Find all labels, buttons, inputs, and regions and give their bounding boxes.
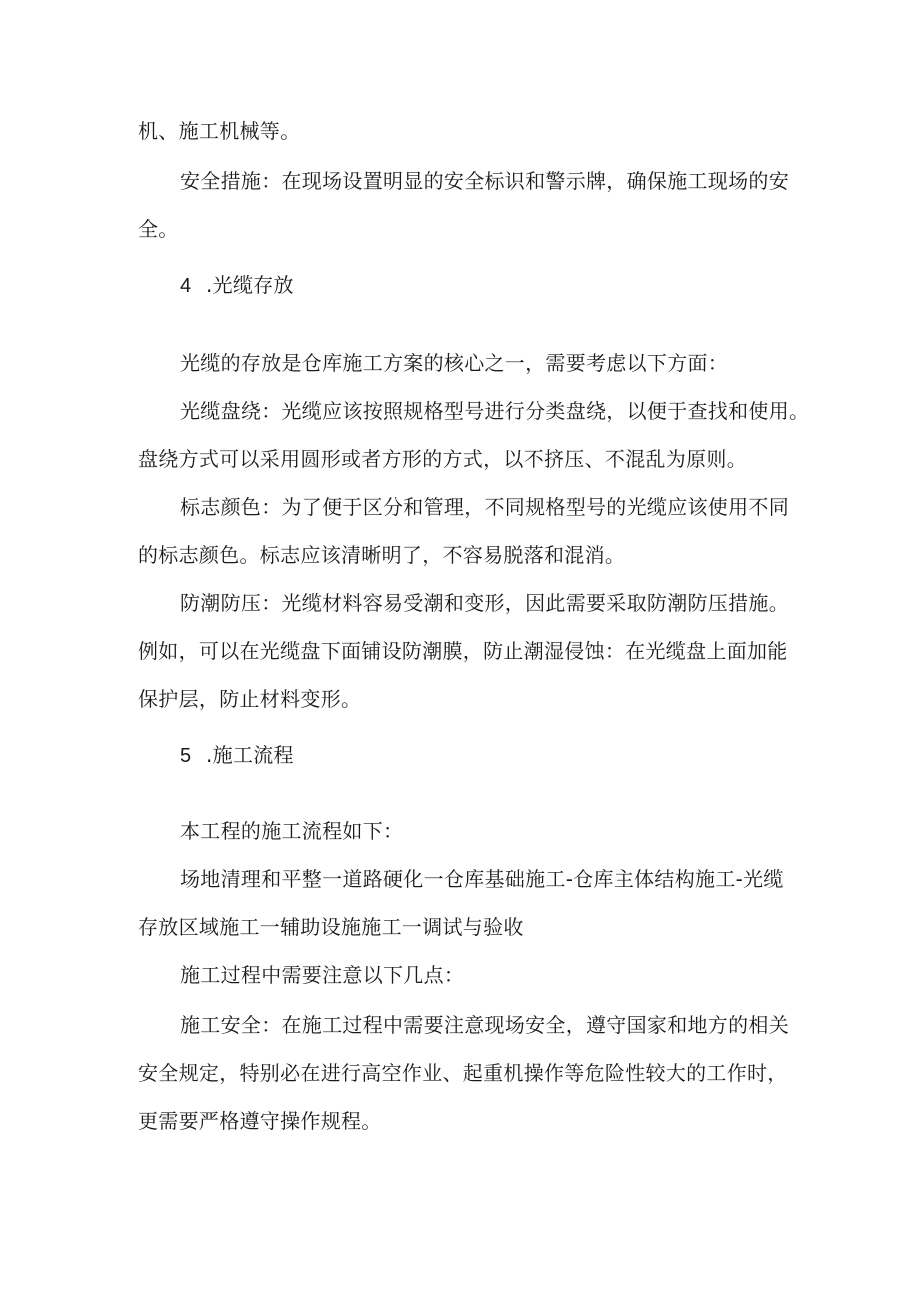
paragraph-line: 盘绕方式可以采用圆形或者方形的方式，以不挤压、不混乱为原则。	[138, 447, 747, 471]
paragraph-line: 施工过程中需要注意以下几点：	[180, 963, 465, 987]
paragraph-line: 防潮防压：光缆材料容易受潮和变形，因此需要采取防潮防压措施。	[180, 591, 789, 615]
paragraph-line: 更需要严格遵守操作规程。	[138, 1109, 382, 1133]
paragraph-line: 的标志颜色。标志应该清晰明了，不容易脱落和混消。	[138, 543, 626, 567]
paragraph-line: 例如，可以在光缆盘下面铺设防潮膜，防止潮湿侵蚀：在光缆盘上面加能	[138, 639, 788, 663]
paragraph-line: 存放区域施工一辅助设施施工一调试与验收	[138, 915, 524, 939]
section-heading-4	[180, 272, 840, 299]
section-number: 5	[180, 745, 192, 767]
section-title: .施工流程	[206, 743, 294, 767]
section-heading-5	[180, 742, 840, 769]
paragraph-line: 施工安全：在施工过程中需要注意现场安全，遵守国家和地方的相关	[180, 1013, 789, 1037]
paragraph-line: 场地清理和平整一道路硬化一仓库基础施工-仓库主体结构施工-光缆	[180, 867, 784, 891]
paragraph-line: 光缆盘绕：光缆应该按照规格型号进行分类盘绕，以便于查找和使用。	[180, 399, 810, 423]
section-title: .光缆存放	[206, 273, 294, 297]
paragraph-line: 标志颜色：为了便于区分和管理，不同规格型号的光缆应该使用不同	[180, 495, 789, 519]
paragraph-line: 保护层，防止材料变形。	[138, 687, 362, 711]
paragraph-line: 机、施工机械等。	[138, 119, 301, 143]
paragraph-line: 全。	[138, 217, 179, 241]
section-number: 4	[180, 275, 192, 297]
paragraph-line: 安全规定，特别必在进行高空作业、起重机操作等危险性较大的工作时，	[138, 1061, 788, 1085]
paragraph-line: 安全措施：在现场设置明显的安全标识和警示牌，确保施工现场的安	[180, 169, 789, 193]
paragraph-line: 本工程的施工流程如下：	[180, 819, 404, 843]
paragraph-line: 光缆的存放是仓库施工方案的核心之一，需要考虑以下方面：	[180, 351, 729, 375]
